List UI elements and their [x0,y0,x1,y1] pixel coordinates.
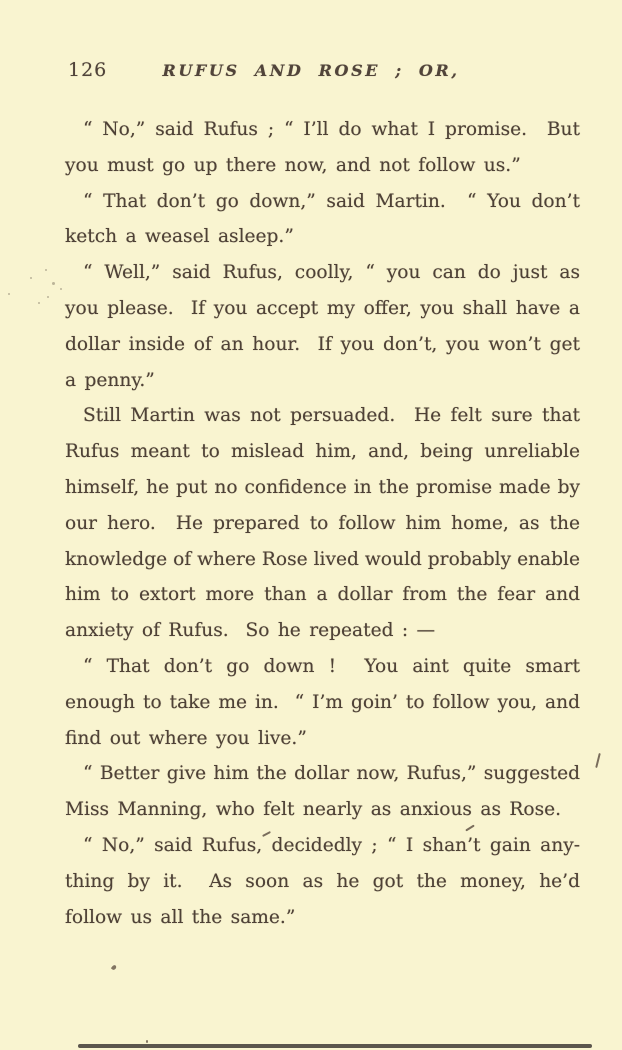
text-line: a penny.” [65,369,155,391]
text-line: enough to take me in. “ I’m goin’ to follow you, and [65,691,580,713]
text-line: you please. If you accept my offer, you shall have a [65,297,580,319]
scan-artifact [38,302,40,304]
page-number: 126 [68,59,108,81]
text-line: him to extort more than a dollar from the fear and [65,584,580,606]
running-head [0,59,622,85]
text-line: Still Martin was not persuaded. He felt sure that [83,405,580,427]
text-line: “ That don’t go down ! You aint quite smart [83,655,580,677]
text-line: “ No,” said Rufus ; “ I’ll do what I promise. But [83,119,580,140]
text-line: knowledge of where Rose lived would probably enable [65,548,580,570]
scan-artifact [146,1040,148,1043]
text-line: “ That don’t go down,” said Martin. “ You don’t [83,190,580,212]
text-line: thing by it. As soon as he got the money, he’d [65,870,580,892]
text-line: our hero. He prepared to follow him home, as the [65,512,580,534]
text-line: “ Better give him the dollar now, Rufus,” suggested [83,763,580,785]
running-title: RUFUS AND ROSE ; OR, [162,61,460,80]
body-text [65,112,580,935]
scan-artifact [52,282,55,285]
text-line: find out where you live.” [65,727,307,749]
text-line: himself, he put no confidence in the promise made by [65,476,580,498]
page-edge-shadow [78,1044,592,1048]
text-line: Rufus meant to mislead him, and, being unreliable [65,441,580,463]
scan-artifact [111,964,117,970]
text-line: anxiety of Rufus. So he repeated : — [65,620,436,642]
scan-artifact [47,296,49,298]
scan-artifact [45,269,47,271]
text-line: “ Well,” said Rufus, coolly, “ you can do just as [83,262,580,284]
scan-artifact [595,753,601,768]
scan-artifact [30,277,32,279]
text-line: ketch a weasel asleep.” [65,226,294,248]
text-line: follow us all the same.” [65,906,296,928]
scan-artifact [8,293,10,295]
scan-artifact [60,288,62,290]
text-line: dollar inside of an hour. If you don’t, you won’t get [65,333,580,355]
text-line: Miss Manning, who felt nearly as anxious as Rose. [65,799,562,821]
text-line: “ No,” said Rufus, decidedly ; “ I shan’t gain any- [83,834,580,856]
text-line: you must go up there now, and not follow us.” [65,154,521,176]
